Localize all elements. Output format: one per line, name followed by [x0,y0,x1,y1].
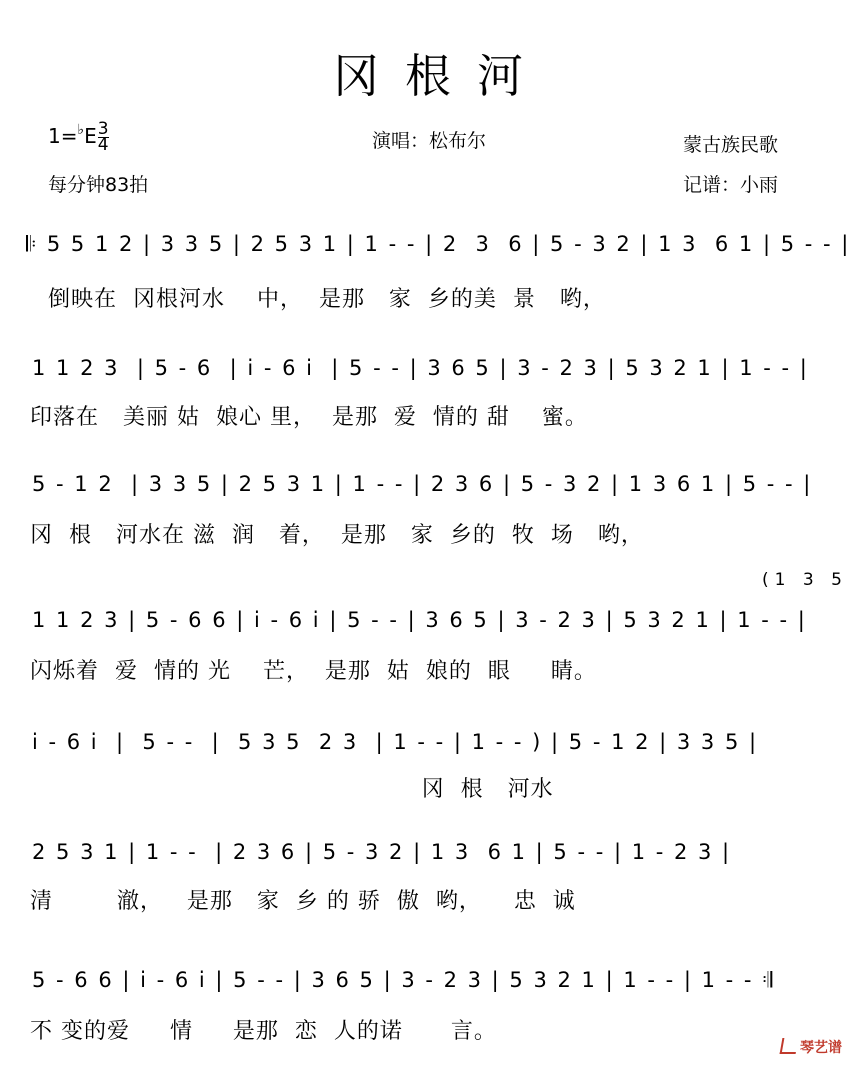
key-prefix: 1= [48,124,78,148]
tempo: 每分钟83拍 [48,174,149,196]
singer: 演唱：松布尔 [372,130,487,152]
system-2-lyrics: 印落在 美丽 姑 娘心 里， 是那 爱 情的 甜 蜜。 [30,405,588,430]
system-1-music: 𝄆 5 5 1 2 | 3 3 5 | 2 5 3 1 | 1 - - | 2 3 6 | 5 - 3 2 | 1 3 6 1 | 5 - - | [26,232,851,256]
transcriber: 记谱：小雨 [683,174,779,196]
system-4-music: 1 1 2 3 | 5 - 6 6 | i - 6 i | 5 - - | 3 6 5 | 3 - 2 3 | 5 3 2 1 | 1 - - | [32,608,807,632]
flat-sign: ♭ [77,122,85,138]
system-1-lyrics: 倒映在 冈根河水 中， 是那 家 乡的美 景 哟， [48,287,606,312]
system-3-music: 5 - 1 2 | 3 3 5 | 2 5 3 1 | 1 - - | 2 3 6 | 5 - 3 2 | 1 3 6 1 | 5 - - | [32,472,813,496]
system-7-music: 5 - 6 6 | i - 6 i | 5 - - | 3 6 5 | 3 - 2 3 | 5 3 2 1 | 1 - - | 1 - - 𝄇 [32,968,775,992]
system-5-lyrics: 冈 根 河水 [30,777,554,802]
intro-note: (1 3 5 [762,570,848,590]
system-5-music: i - 6 i | 5 - - | 5 3 5 2 3 | 1 - - | 1 - - ) | 5 - 1 2 | 3 3 5 | [32,730,759,754]
key-note: E [84,124,97,148]
system-3-lyrics: 冈 根 河水在 滋 润 着， 是那 家 乡的 牧 场 哟， [30,523,644,548]
system-6-music: 2 5 3 1 | 1 - - | 2 3 6 | 5 - 3 2 | 1 3 6 1 | 5 - - | 1 - 2 3 | [32,840,732,864]
system-2-music: 1 1 2 3 | 5 - 6 | i - 6 i | 5 - - | 3 6 5 | 3 - 2 3 | 5 3 2 1 | 1 - - | [32,356,809,380]
key-signature [48,119,109,155]
time-signature [97,119,109,155]
logo-icon [780,1038,799,1054]
genre: 蒙古族民歌 [683,134,779,156]
time-denominator: 4 [97,135,109,155]
system-7-lyrics: 不 变的爱 情 是那 恋 人的诺 言。 [30,1019,497,1044]
page-title: 冈根河 [333,49,549,103]
system-4-lyrics: 闪烁着 爱 情的 光 芒， 是那 姑 娘的 眼 睛。 [30,659,597,684]
watermark-text: 琴艺谱 [800,1040,842,1056]
watermark-logo [781,1037,842,1057]
system-6-lyrics: 清 澈， 是那 家 乡 的 骄 傲 哟， 忠 诚 [30,889,576,914]
time-numerator: 3 [97,119,109,139]
